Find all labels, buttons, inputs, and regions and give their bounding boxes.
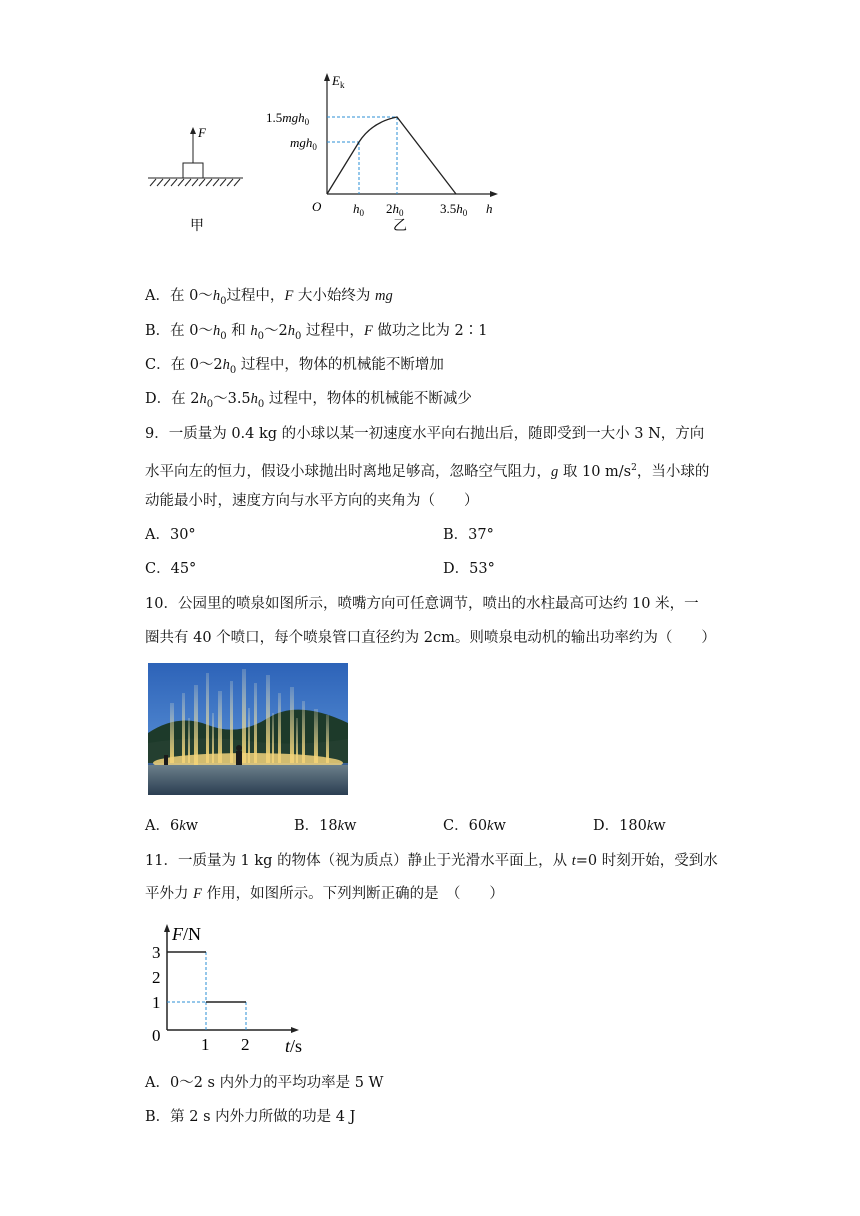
q9-option-c: C．45°	[145, 561, 197, 577]
y-tick-1: 1	[152, 993, 161, 1012]
q9-option-a: A．30°	[145, 527, 196, 543]
x-tick-h0: $h_0$	[353, 201, 364, 218]
q10-option-d: D．180kw	[593, 818, 666, 834]
q10-stem-line2: 圈共有 40 个喷口，每个喷泉管口直径约为 2cm。则喷泉电动机的输出功率约为（ ）	[145, 630, 716, 646]
y-tick-2: 2	[152, 968, 161, 987]
y-axis-arrow	[164, 924, 170, 932]
y-tick-3: 3	[152, 943, 161, 962]
x-tick-3-5h0: $3.5h_0$	[440, 201, 468, 218]
q11-option-b: B．第 2 s 内外力所做的功是 4 J	[145, 1109, 356, 1125]
q10-option-b: B．18kw	[294, 818, 357, 834]
x-axis-arrow	[291, 1027, 299, 1033]
figure-f-t	[145, 918, 325, 1058]
figure-jia	[140, 120, 260, 240]
x-axis-arrow	[490, 191, 498, 197]
figure-yi	[262, 70, 512, 242]
y-tick-mid: mgh$_0$	[290, 135, 317, 152]
fountain-photo	[148, 663, 348, 795]
x-tick-2: 2	[241, 1035, 250, 1054]
x-axis-label: t/s	[285, 1036, 303, 1056]
y-tick-0: 0	[152, 1026, 161, 1045]
force-label: F	[198, 125, 206, 140]
q10-option-a: A．6kw	[145, 818, 199, 834]
y-tick-top: 1.5mgh$_0$	[266, 110, 310, 127]
origin-label: O	[312, 199, 322, 214]
q9-option-b: B．37°	[443, 527, 494, 543]
ground-hatch	[148, 178, 243, 186]
q10-option-c: C．60kw	[443, 818, 506, 834]
q8-option-a: A．在 $0\sim h_0$过程中，F 大小始终为 mg	[145, 288, 393, 307]
y-axis-arrow	[324, 73, 330, 81]
q9-stem-line3: 动能最小时，速度方向与水平方向的夹角为（ ）	[145, 493, 479, 509]
q11-stem-line2: 平外力 F 作用，如图所示。下列判断正确的是 （ ）	[145, 886, 504, 902]
x-tick-1: 1	[201, 1035, 210, 1054]
block	[183, 163, 203, 178]
q11-option-a: A．0～2 s 内外力的平均功率是 5 W	[145, 1075, 384, 1091]
caption-yi: 乙	[393, 219, 407, 234]
force-arrow-head	[190, 127, 196, 134]
x-tick-2h0: $2h_0$	[386, 201, 404, 218]
q11-stem-line1: 11．一质量为 1 kg 的物体（视为质点）静止于光滑水平面上，从 t=0 时刻开始，受到水	[145, 853, 718, 869]
q8-option-d: D．在 $2h_0\sim 3.5h_0$ 过程中，物体的机械能不断减少	[145, 391, 472, 410]
q9-stem-line1: 9．一质量为 0.4 kg 的小球以某一初速度水平向右抛出后，随即受到一大小 3 N，方向	[145, 426, 705, 442]
ek-curve	[327, 117, 456, 194]
q10-stem-line1: 10．公园里的喷泉如图所示，喷嘴方向可任意调节，喷出的水柱最高可达约 10 米，一	[145, 596, 699, 612]
q9-stem-line2: 水平向左的恒力，假设小球抛出时离地足够高，忽略空气阻力，g 取 10 $m/s^2$，当小球的	[145, 463, 710, 480]
y-axis-label: F/N	[172, 924, 201, 944]
y-axis-label: $E_k$	[332, 73, 345, 90]
q8-option-b: B．在 $0\sim h_0$ 和 $h_0\sim 2h_0$ 过程中，F 做功之比为 2∶1	[145, 323, 488, 342]
q9-option-d: D．53°	[443, 561, 495, 577]
q8-option-c: C．在 $0\sim 2h_0$ 过程中，物体的机械能不断增加	[145, 357, 444, 376]
x-axis-label: h	[486, 201, 493, 216]
caption-jia: 甲	[190, 219, 204, 234]
